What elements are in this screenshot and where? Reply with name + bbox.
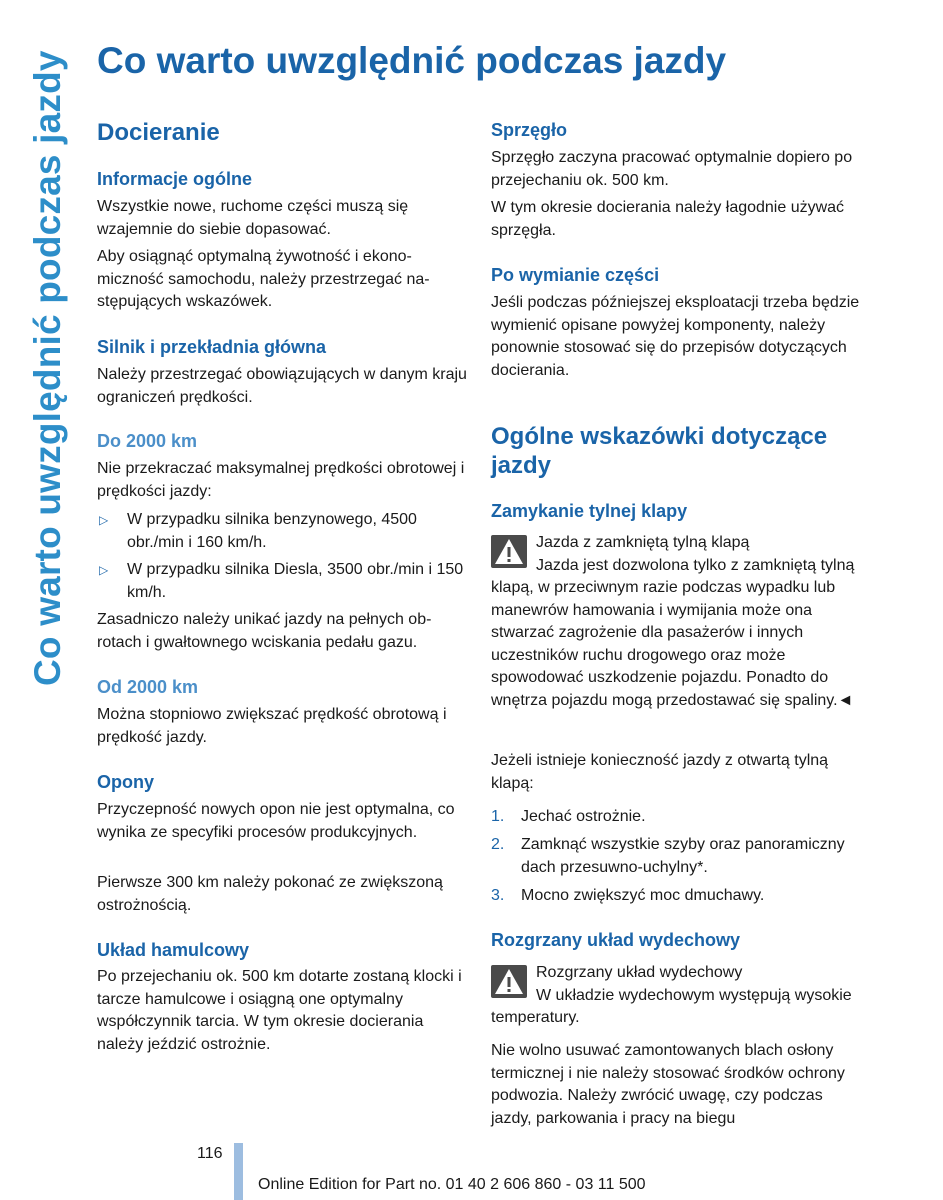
list-item — [97, 509, 467, 554]
page-title: Co warto uwzględnić podczas jazdy — [97, 40, 727, 81]
edition-note: Online Edition for Part no. 01 40 2 606 860 - 03 11 500 — [258, 1176, 646, 1193]
list-number: 2. — [491, 836, 505, 853]
warning-block — [491, 962, 861, 1030]
heading-zamykanie-klapy: Zamykanie tylnej klapy — [491, 501, 688, 521]
warning-icon — [491, 965, 527, 998]
paragraph: Po przejechaniu ok. 500 km dotarte zostaną klocki i tarcze hamulcowe i osiągną one optymalny współczynnik tarcia. W tym okresie docierania należy jeździć ostrożnie. — [97, 968, 462, 1053]
paragraph: Zasadniczo należy unikać jazdy na pełnych obrotach i gwałtownego wciskania pedału gazu. — [97, 611, 432, 651]
heading-informacje-ogolne: Informacje ogólne — [97, 169, 253, 189]
heading-rozgrzany-wydech: Rozgrzany układ wydechowy — [491, 930, 741, 950]
list-item — [491, 834, 861, 879]
warning-body: Jazda jest dozwolona tylko z zamkniętą tylną klapą, w przeciwnym razie podczas wypadku lub manewrów hamowania i wymijania może ona stwarzać zagrożenie dla pasażerów i innych uczestników ruchu drogowego oraz może spowodować uszkodzenie pojazdu. Ponadto do wnętrza pojazdu mogą przedostawać się spaliny.◄ — [491, 556, 855, 709]
list-item — [491, 885, 861, 908]
side-title: Co warto uwzględnić podczas jazdy — [27, 50, 68, 686]
paragraph: Należy przestrzegać obowiązujących w danym kraju ograniczeń prędkości. — [97, 366, 467, 406]
heading-sprzeglo: Sprzęgło — [491, 120, 568, 140]
heading-docieranie: Docieranie — [97, 119, 220, 146]
paragraph: Wszystkie nowe, ruchome części muszą się wzajemnie do siebie dopasować. — [97, 198, 409, 238]
page-number: 116 — [197, 1145, 223, 1162]
paragraph: Przyczepność nowych opon nie jest optymalna, co wynika ze specyfiki procesów produkcyjnych. — [97, 801, 455, 841]
triangle-bullet-icon: ▷ — [99, 513, 109, 527]
footer-bar — [234, 1143, 243, 1200]
warning-title: Rozgrzany układ wydechowy — [536, 964, 743, 981]
paragraph: Nie wolno usuwać zamontowanych blach osłony termicznej i nie należy stosować środków ochrony podwozia. Należy zwrócić uwagę, czy podczas jazdy, parkowania i pracy na biegu — [491, 1042, 845, 1127]
heading-uklad-hamulcowy: Układ hamulcowy — [97, 940, 250, 960]
list-item-text: Zamknąć wszystkie szyby oraz panoramiczny dach przesuwno-uchylny*. — [521, 836, 845, 876]
list-item — [97, 559, 467, 604]
list-number: 3. — [491, 887, 505, 904]
warning-block — [491, 532, 861, 712]
paragraph: W tym okresie docierania należy łagodnie używać sprzęgła. — [491, 199, 845, 239]
warning-title: Jazda z zamkniętą tylną klapą — [536, 534, 750, 551]
paragraph: Można stopniowo zwiększać prędkość obrotową i prędkość jazdy. — [97, 706, 447, 746]
list-item-text: Jechać ostrożnie. — [521, 808, 646, 825]
heading-ogolne-wskazowki: Ogólne wskazówki dotyczące jazdy — [491, 423, 828, 479]
paragraph: Nie przekraczać maksymalnej prędkości obrotowej i prędkości jazdy: — [97, 460, 465, 500]
warning-icon — [491, 535, 527, 568]
paragraph: Jeśli podczas późniejszej eksploatacji trzeba będzie wymienić opisane powyżej komponenty, należy ponownie stosować się do przepisów dotyczących docierania. — [491, 294, 860, 379]
list-item — [491, 806, 861, 829]
list-item-text: W przypadku silnika benzynowego, 4500 obr./min i 160 km/h. — [127, 511, 417, 551]
warning-body: W układzie wydechowym występują wysokie temperatury. — [491, 986, 852, 1026]
paragraph: Aby osiągnąć optymalną żywotność i ekonomiczność samochodu, należy przestrzegać następujących wskazówek. — [97, 248, 430, 310]
heading-od-2000: Od 2000 km — [97, 677, 199, 697]
paragraph: Jeżeli istnieje konieczność jazdy z otwartą tylną klapą: — [491, 752, 829, 792]
heading-silnik: Silnik i przekładnia główna — [97, 337, 327, 357]
list-item-text: W przypadku silnika Diesla, 3500 obr./min i 150 km/h. — [127, 561, 464, 601]
triangle-bullet-icon: ▷ — [99, 563, 109, 577]
list-item-text: Mocno zwiększyć moc dmuchawy. — [521, 887, 765, 904]
paragraph: Sprzęgło zaczyna pracować optymalnie dopiero po przejechaniu ok. 500 km. — [491, 149, 853, 189]
heading-do-2000: Do 2000 km — [97, 431, 198, 451]
list-number: 1. — [491, 808, 505, 825]
heading-opony: Opony — [97, 772, 154, 792]
heading-po-wymianie: Po wymianie części — [491, 265, 660, 285]
paragraph: Pierwsze 300 km należy pokonać ze zwiększoną ostrożnością. — [97, 874, 443, 914]
